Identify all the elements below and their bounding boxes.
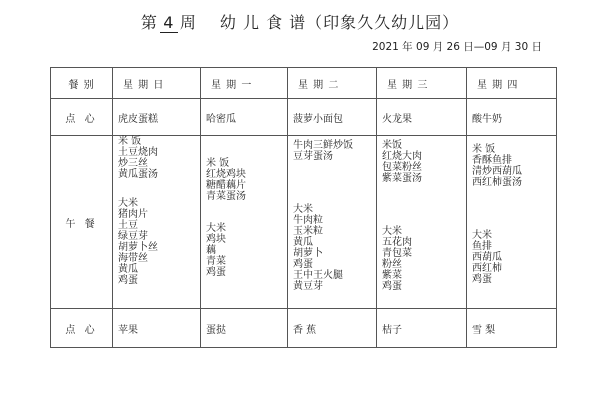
day-header-sun: 星 期 日 [113, 68, 201, 99]
day-header-wed: 星 期 三 [377, 68, 467, 99]
row-label-afternoon-snack: 点 心 [51, 309, 113, 348]
lunch-dishes-tue: 牛肉三鲜炒饭 豆芽蛋汤 [293, 140, 353, 162]
lunch-ingredients-wed: 大米 五花肉 青包菜 粉丝 紫菜 鸡蛋 [382, 226, 412, 292]
morning-snack-tue: 菠萝小面包 [288, 99, 377, 136]
lunch-cell-mon [201, 136, 288, 309]
title-prefix: 第 [140, 13, 158, 32]
lunch-ingredients-mon: 大米 鸡块 藕 青菜 鸡蛋 [206, 223, 226, 278]
lunch-cell-wed [377, 136, 467, 309]
morning-snack-thu: 酸牛奶 [467, 99, 557, 136]
page-title [0, 10, 600, 33]
lunch-dishes-thu: 米 饭 香酥鱼排 清炒西葫瓜 西红柿蛋汤 [472, 144, 522, 188]
menu-table [50, 67, 557, 348]
morning-snack-row [51, 99, 557, 136]
day-header-thu: 星 期 四 [467, 68, 557, 99]
lunch-dishes-mon: 米 饭 红烧鸡块 糖醋藕片 青菜蛋汤 [206, 158, 246, 202]
lunch-cell-thu [467, 136, 557, 309]
day-header-mon: 星 期 一 [201, 68, 288, 99]
morning-snack-sun: 虎皮蛋糕 [113, 99, 201, 136]
afternoon-snack-sun: 苹果 [113, 309, 201, 348]
lunch-dishes-wed: 米饭 红烧大肉 包菜粉丝 紫菜蛋汤 [382, 140, 422, 184]
afternoon-snack-thu: 雪 梨 [467, 309, 557, 348]
week-number: 4 [160, 13, 178, 33]
afternoon-snack-wed: 桔子 [377, 309, 467, 348]
afternoon-snack-tue: 香 蕉 [288, 309, 377, 348]
lunch-dishes-sun: 米 饭 土豆烧肉 炒三丝 黄瓜蛋汤 [118, 136, 158, 180]
row-label-lunch: 午 餐 [51, 136, 113, 309]
lunch-row [51, 136, 557, 309]
title-suffix: 周 幼 儿 食 谱（印象久久幼儿园） [179, 13, 460, 32]
corner-label: 餐 别 [51, 68, 113, 99]
morning-snack-wed: 火龙果 [377, 99, 467, 136]
lunch-ingredients-tue: 大米 牛肉粒 玉米粒 黄瓜 胡萝卜 鸡蛋 王中王火腿 黄豆芽 [293, 204, 343, 292]
lunch-cell-tue [288, 136, 377, 309]
lunch-cell-sun [113, 136, 201, 309]
afternoon-snack-mon: 蛋挞 [201, 309, 288, 348]
lunch-ingredients-sun: 大米 猪肉片 土豆 绿豆芽 胡萝卜丝 海带丝 黄瓜 鸡蛋 [118, 198, 158, 286]
morning-snack-mon: 哈密瓜 [201, 99, 288, 136]
lunch-ingredients-thu: 大米 鱼排 西葫瓜 西红柿 鸡蛋 [472, 230, 502, 285]
day-header-tue: 星 期 二 [288, 68, 377, 99]
header-row [51, 68, 557, 99]
date-range: 2021 年 09 月 26 日—09 月 30 日 [372, 41, 542, 53]
row-label-morning-snack: 点 心 [51, 99, 113, 136]
afternoon-snack-row [51, 309, 557, 348]
